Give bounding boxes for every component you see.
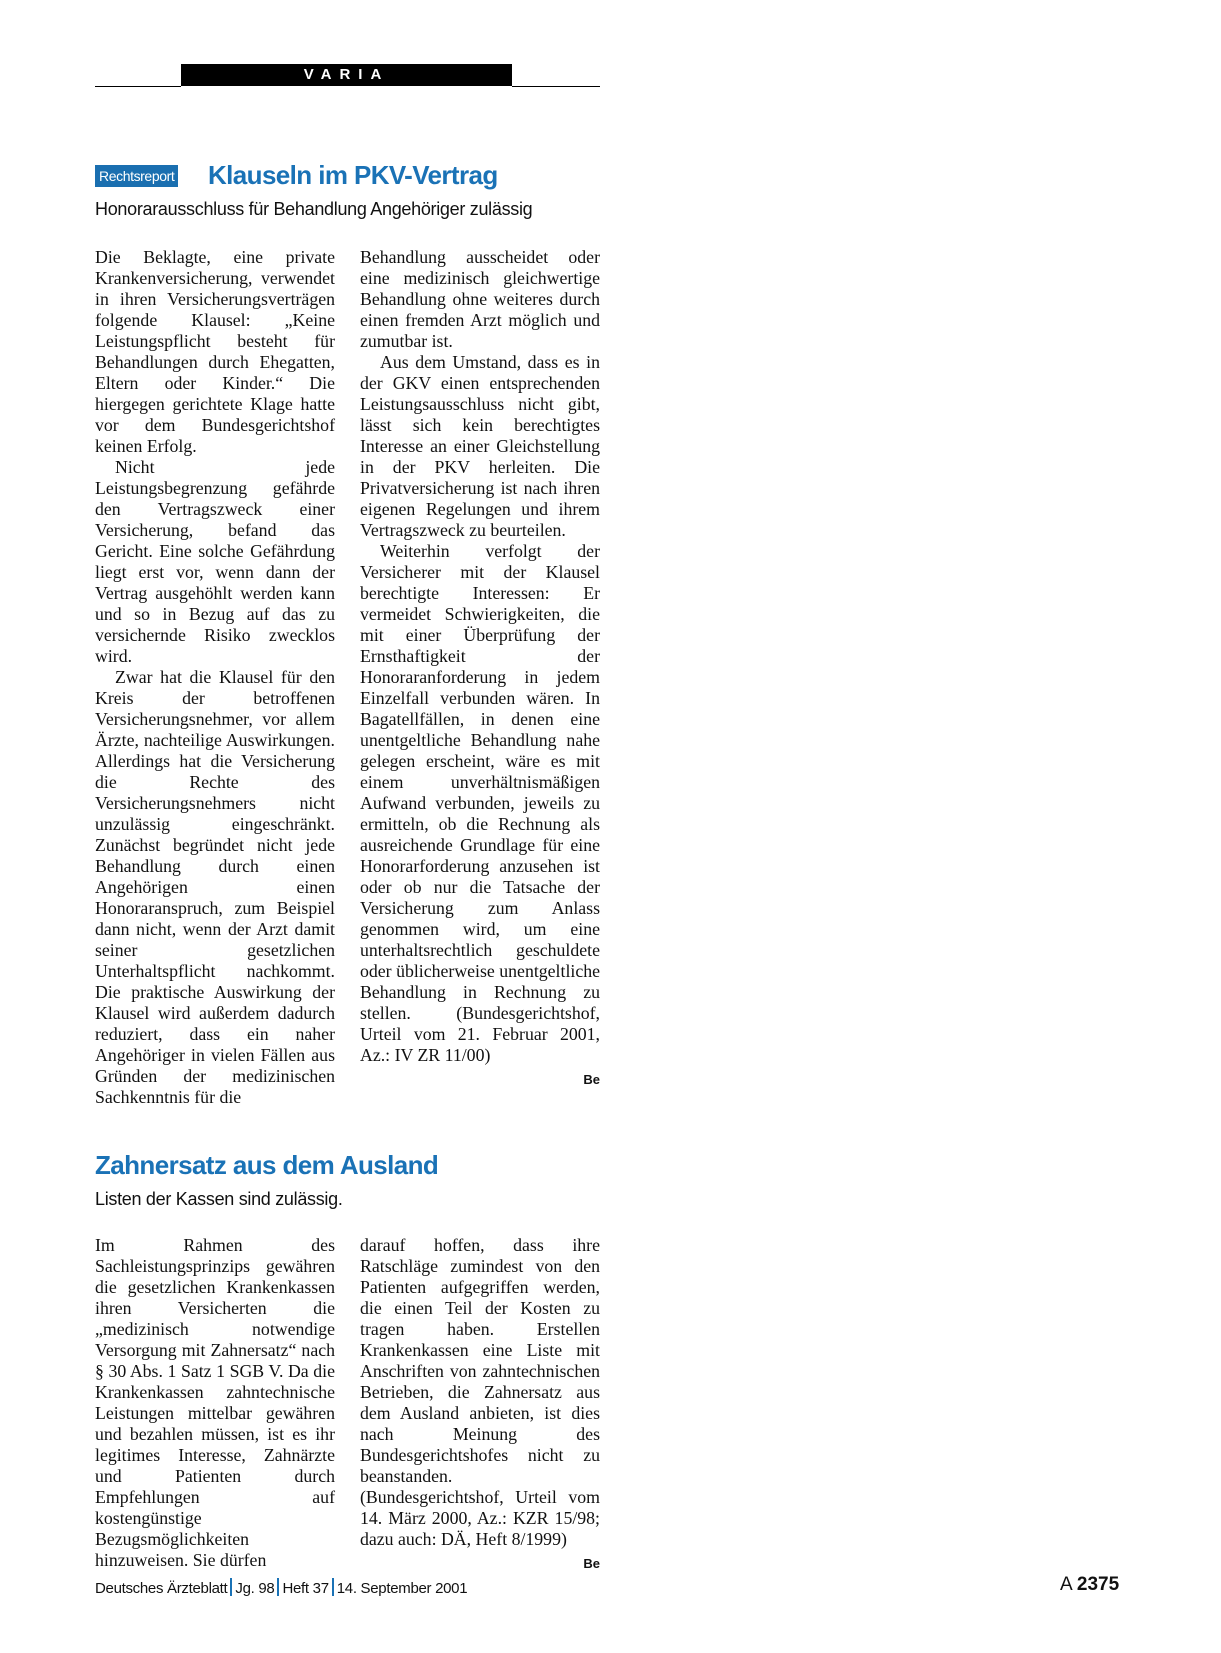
footer-separator: [332, 1578, 334, 1596]
paragraph: Im Rahmen des Sachleistungsprinzips gewähren die gesetzlichen Krankenkassen ihren Versicherten die „medizinisch notwendige Versorgung mit Zahnersatz“ nach § 30 Abs. 1 Satz 1 SGB V. Da die Krankenkassen zahntechnische Leistungen mittelbar gewähren und bezahlen müssen, ist es ihr legitimes Interesse, Zahnärzte und Patienten durch Empfehlungen auf kostengünstige Bezugsmöglichkeiten hinzuweisen. Sie dürfen: [95, 1235, 335, 1570]
header-rule-left: [95, 86, 181, 87]
paragraph: Die Beklagte, eine private Krankenversicherung, verwendet in ihren Versicherungsverträgen folgende Klausel: „Keine Leistungspflicht besteht für Behandlungen durch Ehegatten, Eltern oder Kinder.“ Die hiergegen gerichtete Klage hatte vor dem Bundesgerichtshof keinen Erfolg.: [95, 247, 335, 456]
paragraph: Zwar hat die Klausel für den Kreis der betroffenen Versicherungsnehmer, vor allem Ärzte, nachteilige Auswirkungen. Allerdings hat die Versicherung die Rechte des Versicherungsnehmers nicht unzulässig eingeschränkt. Zunächst begründet nicht jede Behandlung durch einen Angehörigen einen Honoraranspruch, zum Beispiel dann nicht, wenn der Arzt damit seiner gesetzlichen Unterhaltspflicht nachkommt. Die praktische Auswirkung der Klausel wird außerdem dadurch reduziert, dass ein naher Angehöriger in vielen Fällen aus Gründen der medizinischen Sachkenntnis für die: [95, 667, 335, 1107]
category-badge: Rechtsreport: [95, 165, 178, 187]
page-number-value: 2375: [1076, 1574, 1120, 1595]
article-column-left: [95, 247, 335, 1108]
article-subtitle: Listen der Kassen sind zulässig.: [95, 1189, 343, 1209]
article-title: Zahnersatz aus dem Ausland: [95, 1150, 439, 1180]
author-signature: Be: [583, 1072, 600, 1087]
issue-date: 14. September 2001: [336, 1580, 468, 1597]
header-rule-right: [512, 86, 600, 87]
footer-separator: [277, 1578, 279, 1596]
author-signature: Be: [583, 1556, 600, 1571]
paragraph: Nicht jede Leistungsbegrenzung gefährde den Vertragszweck einer Versicherung, befand das Gericht. Eine solche Gefährdung liegt erst vor, wenn dann der Vertrag ausgehöhlt werden kann und so in Bezug auf das zu versichernde Risiko zwecklos wird.: [95, 457, 335, 666]
journal-volume: Jg. 98: [235, 1580, 275, 1597]
article-title: Klauseln im PKV-Vertrag: [208, 160, 498, 190]
page-footer: [95, 1578, 467, 1597]
section-label: VARIA: [181, 64, 512, 86]
article-subtitle: Honorarausschluss für Behandlung Angehöriger zulässig: [95, 199, 533, 219]
article-column-right: [360, 1235, 600, 1574]
paragraph: Weiterhin verfolgt der Versicherer mit der Klausel berechtigte Interessen: Er vermeidet Schwierigkeiten, die mit einer Überprüfung der Ernsthaftigkeit der Honoraranforderung in jedem Einzelfall verbunden wären. In Bagatellfällen, in denen eine unentgeltliche Behandlung nahe gelegen erscheint, wäre es mit einem unverhältnismäßigen Aufwand verbunden, jeweils zu ermitteln, ob die Rechnung als ausreichende Grundlage für eine Honorarforderung anzusehen ist oder ob nur die Tatsache der Versicherung zum Anlass genommen wird, um eine unterhaltsrechtlich geschuldete oder üblicherweise unentgeltliche Behandlung in Rechnung zu stellen. (Bundesgerichtshof, Urteil vom 21. Februar 2001, Az.: IV ZR 11/00): [360, 541, 600, 1065]
journal-name: Deutsches Ärzteblatt: [95, 1580, 228, 1597]
article-column-right: [360, 247, 600, 1090]
journal-issue: Heft 37: [282, 1580, 329, 1597]
paragraph: darauf hoffen, dass ihre Ratschläge zumindest von den Patienten aufgegriffen werden, die einen Teil der Kosten zu tragen haben. Erstellen Krankenkassen eine Liste mit Anschriften von zahntechnischen Betrieben, die Zahnersatz aus dem Ausland anbieten, ist dies nach Meinung des Bundesgerichtshofes nicht zu beanstanden. (Bundesgerichtshof, Urteil vom 14. März 2000, Az.: KZR 15/98; dazu auch: DÄ, Heft 8/1999): [360, 1235, 600, 1549]
paragraph: Behandlung ausscheidet oder eine medizinisch gleichwertige Behandlung ohne weiteres durch einen fremden Arzt möglich und zumutbar ist.: [360, 247, 600, 351]
article-column-left: [95, 1235, 335, 1571]
page-number: [1060, 1574, 1119, 1596]
footer-separator: [230, 1578, 232, 1596]
paragraph: Aus dem Umstand, dass es in der GKV einen entsprechenden Leistungsausschluss nicht gibt, lässt sich kein berechtigtes Interesse an einer Gleichstellung in der PKV herleiten. Die Privatversicherung ist nach ihren eigenen Regelungen und ihrem Vertragszweck zu beurteilen.: [360, 352, 600, 540]
page-prefix: A: [1060, 1574, 1072, 1595]
